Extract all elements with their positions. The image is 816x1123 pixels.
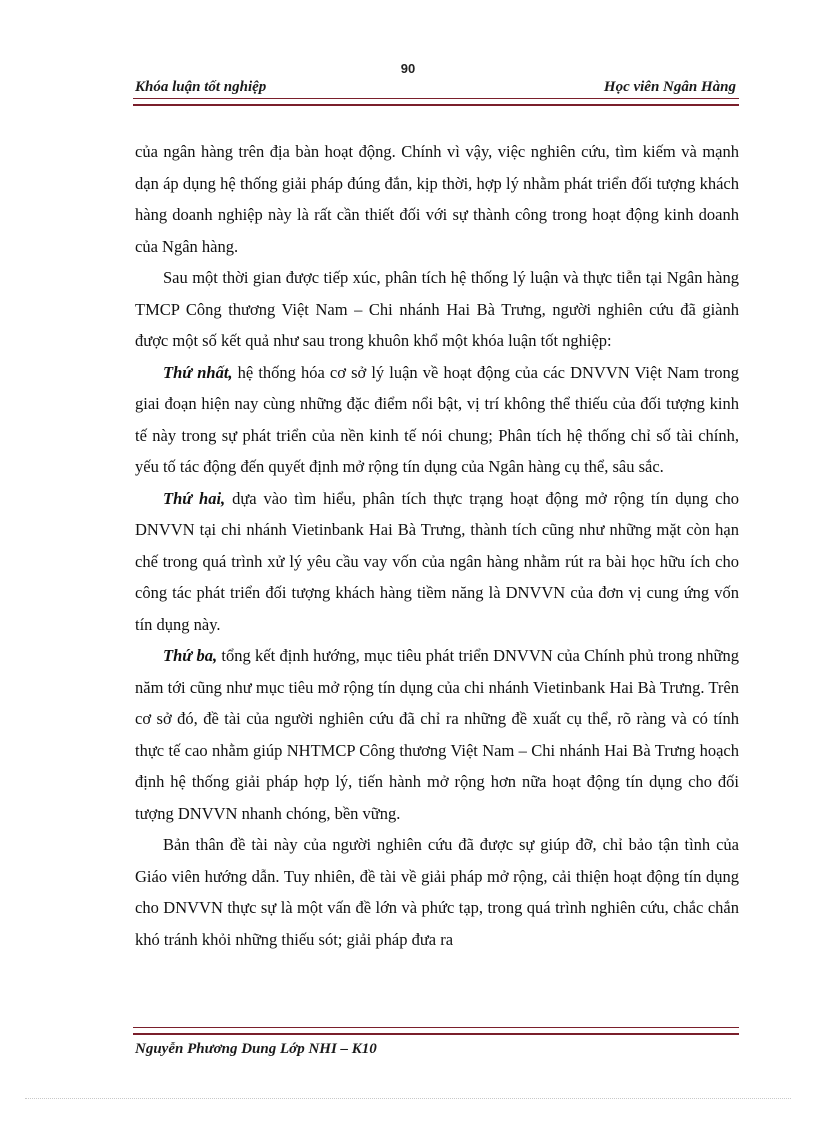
paragraph-2 xyxy=(135,262,739,357)
header-document-type: Khóa luận tốt nghiệp xyxy=(135,79,267,95)
page-break-line xyxy=(25,1098,791,1099)
paragraph-3-lead: Thứ nhất, xyxy=(163,362,233,382)
header-divider xyxy=(133,98,739,106)
paragraph-4-lead: Thứ hai, xyxy=(163,488,226,508)
footer-divider xyxy=(133,1027,739,1035)
paragraph-6 xyxy=(135,829,739,955)
body-text xyxy=(135,136,739,955)
paragraph-2-text: Sau một thời gian được tiếp xúc, phân tích hệ thống lý luận và thực tiễn tại Ngân hàng TMCP Công thương Việt Nam – Chi nhánh Hai Bà Trưng, người nghiên cứu đã giành được một số kết quả như sau trong khuôn khổ một khóa luận tốt nghiệp: xyxy=(135,268,739,350)
paragraph-4-text: dựa vào tìm hiểu, phân tích thực trạng hoạt động mở rộng tín dụng cho DNVVN tại chi nhánh Vietinbank Hai Bà Trưng, thành tích cũng như những mặt còn hạn chế trong quá trình xử lý yêu cầu vay vốn của ngân hàng nhằm rút ra bài học hữu ích cho công tác phát triển đối tượng khách hàng tiềm năng là DNVVN của đơn vị cung ứng vốn tín dụng này. xyxy=(135,488,739,634)
paragraph-5-lead: Thứ ba, xyxy=(163,646,218,665)
paragraph-4 xyxy=(135,483,739,641)
header-institution: Học viên Ngân Hàng xyxy=(603,79,736,95)
footer-author: Nguyễn Phương Dung Lớp NHI – K10 xyxy=(135,1041,377,1057)
paragraph-5-text: tổng kết định hướng, mục tiêu phát triển DNVVN của Chính phủ trong những năm tới cũng như mục tiêu mở rộng tín dụng của chi nhánh Vietinbank Hai Bà Trưng. Trên cơ sở đó, đề tài của người nghiên cứu đã chỉ ra những đề xuất cụ thể, rõ ràng và có tính thực tế cao nhằm giúp NHTMCP Công thương Việt Nam – Chi nhánh Hai Bà Trưng hoạch định hệ thống giải pháp hợp lý, tiến hành mở rộng hơn nữa hoạt động tín dụng cho đối tượng DNVVN nhanh chóng, bền vững. xyxy=(135,646,739,823)
paragraph-3 xyxy=(135,357,739,483)
paragraph-6-text: Bản thân đề tài này của người nghiên cứu đã được sự giúp đỡ, chỉ bảo tận tình của Giáo viên hướng dẫn. Tuy nhiên, đề tài về giải pháp mở rộng, cải thiện hoạt động tín dụng cho DNVVN thực sự là một vấn đề lớn và phức tạp, trong quá trình nghiên cứu, chắc chắn khó tránh khỏi những thiếu sót; giải pháp đưa ra xyxy=(135,835,739,949)
page-number: 90 xyxy=(400,61,416,76)
paragraph-1-text: của ngân hàng trên địa bàn hoạt động. Chính vì vậy, việc nghiên cứu, tìm kiếm và mạnh dạn áp dụng hệ thống giải pháp đúng đắn, kịp thời, hợp lý nhằm phát triển đối tượng khách hàng doanh nghiệp này là rất cần thiết đối với sự thành công trong hoạt động kinh doanh của Ngân hàng. xyxy=(135,142,739,256)
paragraph-5 xyxy=(135,640,739,829)
paragraph-1 xyxy=(135,136,739,262)
paragraph-3-text: hệ thống hóa cơ sở lý luận về hoạt động của các DNVVN Việt Nam trong giai đoạn hiện nay cùng những đặc điểm nổi bật, vị trí không thể thiếu của đối tượng kinh tế này trong sự phát triển của nền kinh tế nói chung; Phân tích hệ thống chỉ số tài chính, yếu tố tác động đến quyết định mở rộng tín dụng của Ngân hàng cụ thể, sâu sắc. xyxy=(135,362,740,476)
